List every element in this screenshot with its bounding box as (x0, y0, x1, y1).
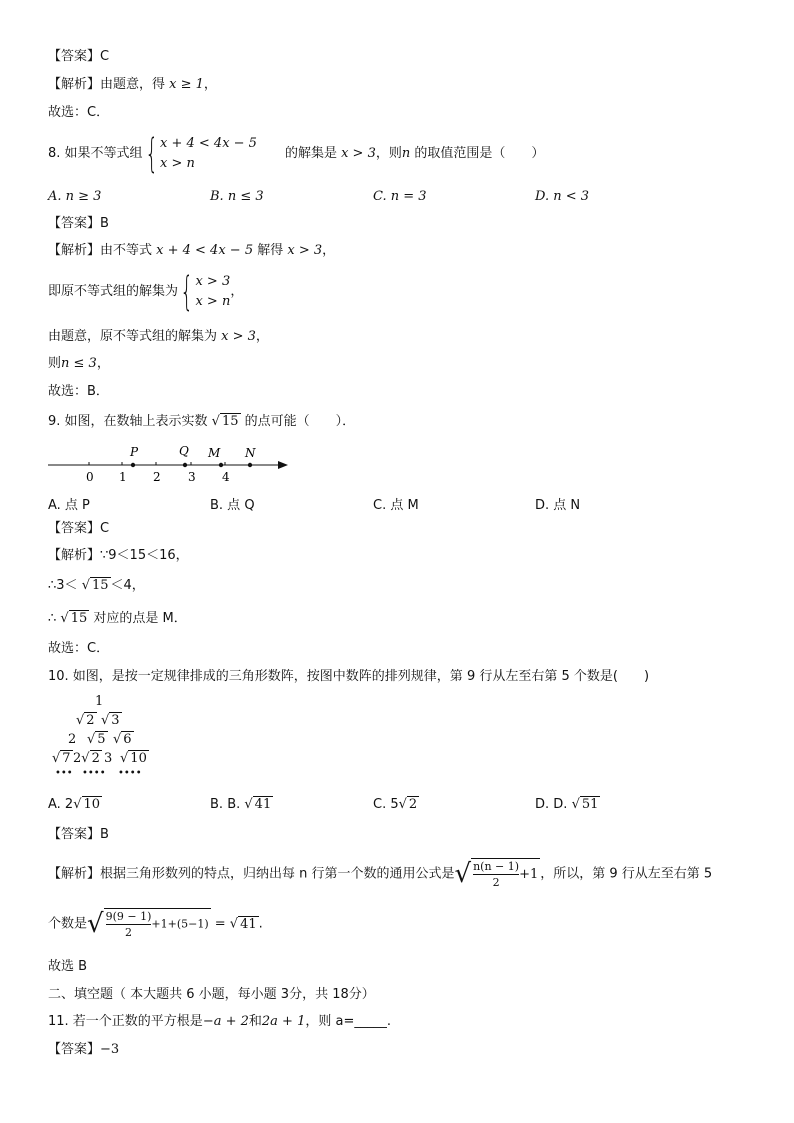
axis-arrow (278, 461, 288, 469)
q8-analysis-4: 则n ≤ 3， (48, 356, 110, 371)
q7-analysis: 【解析】由题意，得 x ≥ 1， (48, 77, 217, 92)
q9-choose: 故选：C． (48, 641, 110, 656)
section-heading: 二、填空题（ 本大题共 6 小题，每小题 3分，共 18分） (48, 987, 375, 1002)
q11-answer: 【答案】−3 (48, 1042, 120, 1057)
q9-stem: 9. 如图，在数轴上表示实数 √ 15 的点可能（ ）． (48, 414, 356, 429)
point-p (131, 463, 135, 467)
tick-label-3: 3 (188, 470, 196, 484)
q10-option-a: A. 2√ 10 (48, 797, 101, 812)
q8-option-a: A. n ≥ 3 (48, 189, 102, 204)
q10-option-b: B. B. √ 41 (210, 797, 272, 812)
system-brace: { (180, 268, 194, 315)
q9-option-c: C. 点 M (373, 498, 419, 513)
q10-analysis-2: 个数是√ $\frac{9(9 - 1)}{2}$ +1+(5−1) = √ 41 . (48, 909, 263, 939)
q11-stem: 11. 若一个正数的平方根是−a + 2和2a + 1，则 a=_____. (48, 1014, 391, 1029)
q9-option-b: B. 点 Q (210, 498, 255, 513)
system-brace: { (144, 130, 158, 177)
q8-choose: 故选：B． (48, 384, 109, 399)
tick-label-1: 1 (119, 470, 127, 484)
q10-option-c: C. 5√ 2 (373, 797, 418, 812)
q8-answer: 【答案】B (48, 216, 109, 231)
q10-stem: 10. 如图，是按一定规律排成的三角形数阵，按图中数阵的排列规律，第 9 行从左至右第 5 个数是( ) (48, 669, 650, 684)
q7-choose: 故选：C． (48, 105, 110, 120)
q8-option-d: D. n < 3 (535, 189, 590, 204)
number-line (44, 440, 294, 488)
q8-analysis-3: 由题意，原不等式组的解集为 x > 3， (48, 329, 269, 344)
q10-analysis-1: 【解析】根据三角形数列的特点，归纳出每 n 行第一个数的通用公式是√ $\frac{n(n - 1)}{2}$ +1 ，所以，第 9 行从左至右第 5 (48, 859, 713, 889)
q10-option-d: D. D. √ 51 (535, 797, 599, 812)
q8-option-b: B. n ≤ 3 (210, 189, 264, 204)
tick-label-0: 0 (86, 470, 94, 484)
tick-label-2: 2 (153, 470, 161, 484)
q8-option-c: C. n = 3 (373, 189, 427, 204)
q9-analysis-1: 【解析】∵9＜15＜16， (48, 548, 189, 563)
inequality-system: x + 4 < 4x − 5 x > n (160, 135, 257, 171)
q9-option-d: D. 点 N (535, 498, 581, 513)
q8-analysis-1: 【解析】由不等式 x + 4 < 4x − 5 解得 x > 3， (48, 243, 336, 258)
q9-analysis-2: ∴3＜ √ 15 ＜4， (48, 578, 145, 593)
q10-choose: 故选 B (48, 959, 88, 974)
point-label-q: Q (179, 444, 189, 458)
point-label-p: P (130, 445, 139, 459)
point-label-m: M (208, 446, 221, 460)
point-label-n: N (245, 446, 256, 460)
q7-answer: 【答案】C (48, 49, 110, 64)
q9-answer: 【答案】C (48, 521, 110, 536)
q8-stem: 8. 如果不等式组{ x + 4 < 4x − 5 x > n的解集是 x > 3，则n 的取值范围是（ ） (48, 130, 545, 177)
point-q (183, 463, 187, 467)
point-m (219, 463, 223, 467)
q9-option-a: A. 点 P (48, 498, 90, 513)
tick-label-4: 4 (222, 470, 230, 484)
point-n (248, 463, 252, 467)
q8-analysis-2: 即原不等式组的解集为{ x > 3 x > n， (48, 268, 244, 315)
q9-analysis-3: ∴ √ 15 对应的点是 M． (48, 611, 187, 626)
q10-answer: 【答案】B (48, 827, 109, 842)
